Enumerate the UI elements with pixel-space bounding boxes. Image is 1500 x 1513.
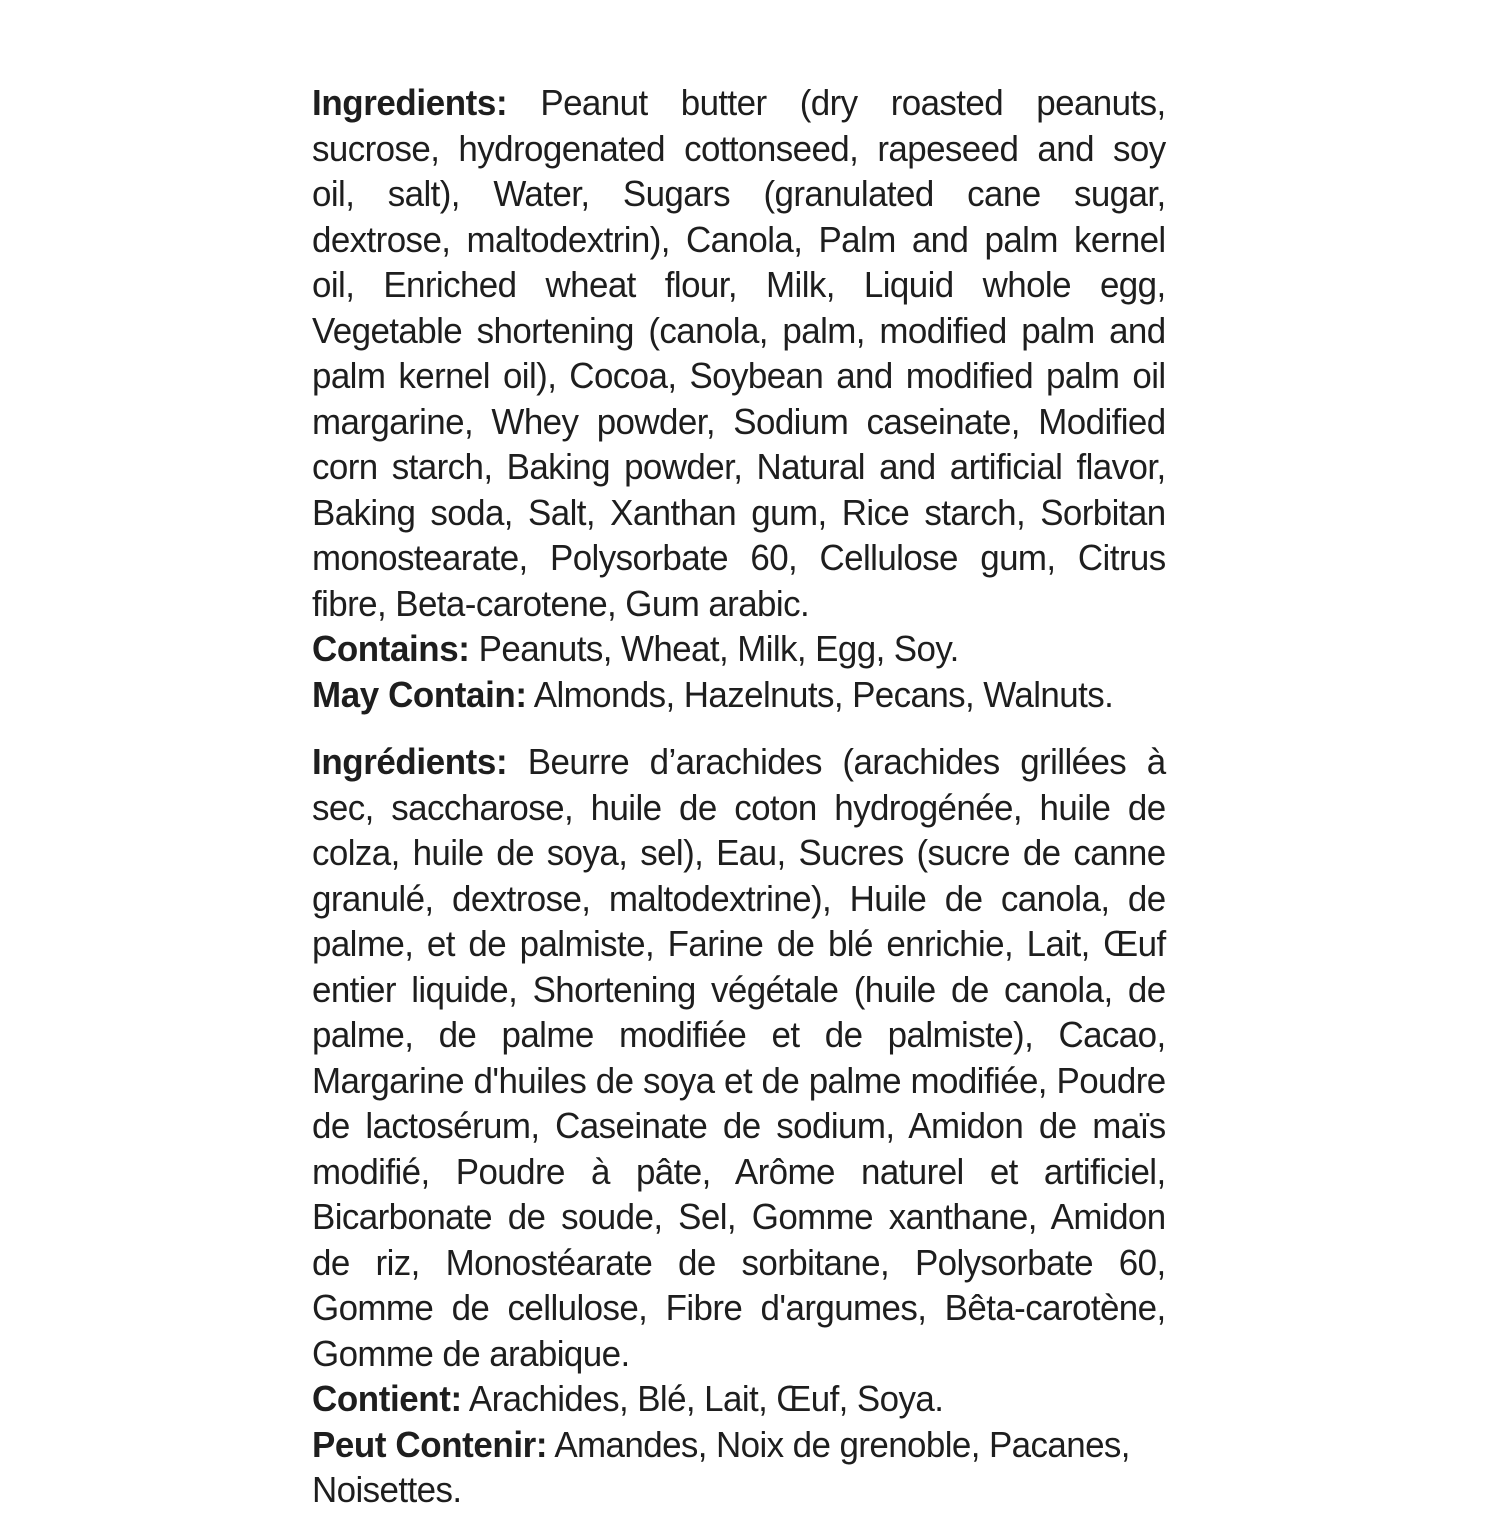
english-ingredients-label: Ingredients: [312,82,508,123]
french-ingredients-text: Beurre d’arachides (arachides grillées à sec, saccharose, huile de coton hydrogénée, huile de colza, huile de soya, sel), Eau, Sucres (sucre de canne granulé, dextrose, maltodextrine), Huile de canola, de palme, et de palmiste, Farine de blé enrichie, Lait, Œuf entier liquide, Shortening végétale (huile de canola, de palme, de palme modifiée et de palmiste), Cacao, Margarine d'huiles de soya et de palme modifiée, Poudre de lactosérum, Caseinate de sodium, Amidon de maïs modifié, Poudre à pâte, Arôme naturel et artificiel, Bicarbonate de soude, Sel, Gomme xanthane, Amidon de riz, Monostéarate de sorbitane, Polysorbate 60, Gomme de cellulose, Fibre d'argumes, Bêta-carotène, Gomme de arabique. [312,741,1166,1374]
french-contains-text: Arachides, Blé, Lait, Œuf, Soya. [468,1378,944,1419]
french-contains-line [312,1376,1166,1422]
english-contains-label: Contains: [312,628,470,669]
french-may-contain-label: Peut Contenir: [312,1423,548,1465]
english-contains-text: Peanuts, Wheat, Milk, Egg, Soy. [478,628,959,669]
french-ingredients-label: Ingrédients: [312,741,508,782]
french-ingredients-paragraph [312,739,1166,1376]
french-section [312,739,1166,1513]
ingredient-label-panel [312,80,1166,1513]
english-may-contain-text: Almonds, Hazelnuts, Pecans, Walnuts. [533,673,1114,715]
english-ingredients-text: Peanut butter (dry roasted peanuts, sucrose, hydrogenated cottonseed, rapeseed and soy oil, salt), Water, Sugars (granulated cane sugar, dextrose, maltodextrin), Canola, Palm and palm kernel oil, Enriched wheat flour, Milk, Liquid whole egg, Vegetable shortening (canola, palm, modified palm and palm kernel oil), Cocoa, Soybean and modified palm oil margarine, Whey powder, Sodium caseinate, Modified corn starch, Baking powder, Natural and artificial flavor, Baking soda, Salt, Xanthan gum, Rice starch, Sorbitan monostearate, Polysorbate 60, Cellulose gum, Citrus fibre, Beta-carotene, Gum arabic. [312,82,1166,624]
english-ingredients-paragraph [312,80,1166,626]
english-section [312,80,1166,717]
french-may-contain-line [312,1422,1166,1513]
english-may-contain-label: May Contain: [312,673,527,715]
french-may-contain-text: Amandes, Noix de grenoble, Pacanes, Noisettes. [312,1423,1130,1510]
english-contains-line [312,626,1166,672]
french-contains-label: Contient: [312,1378,462,1419]
english-may-contain-line [312,672,1166,718]
